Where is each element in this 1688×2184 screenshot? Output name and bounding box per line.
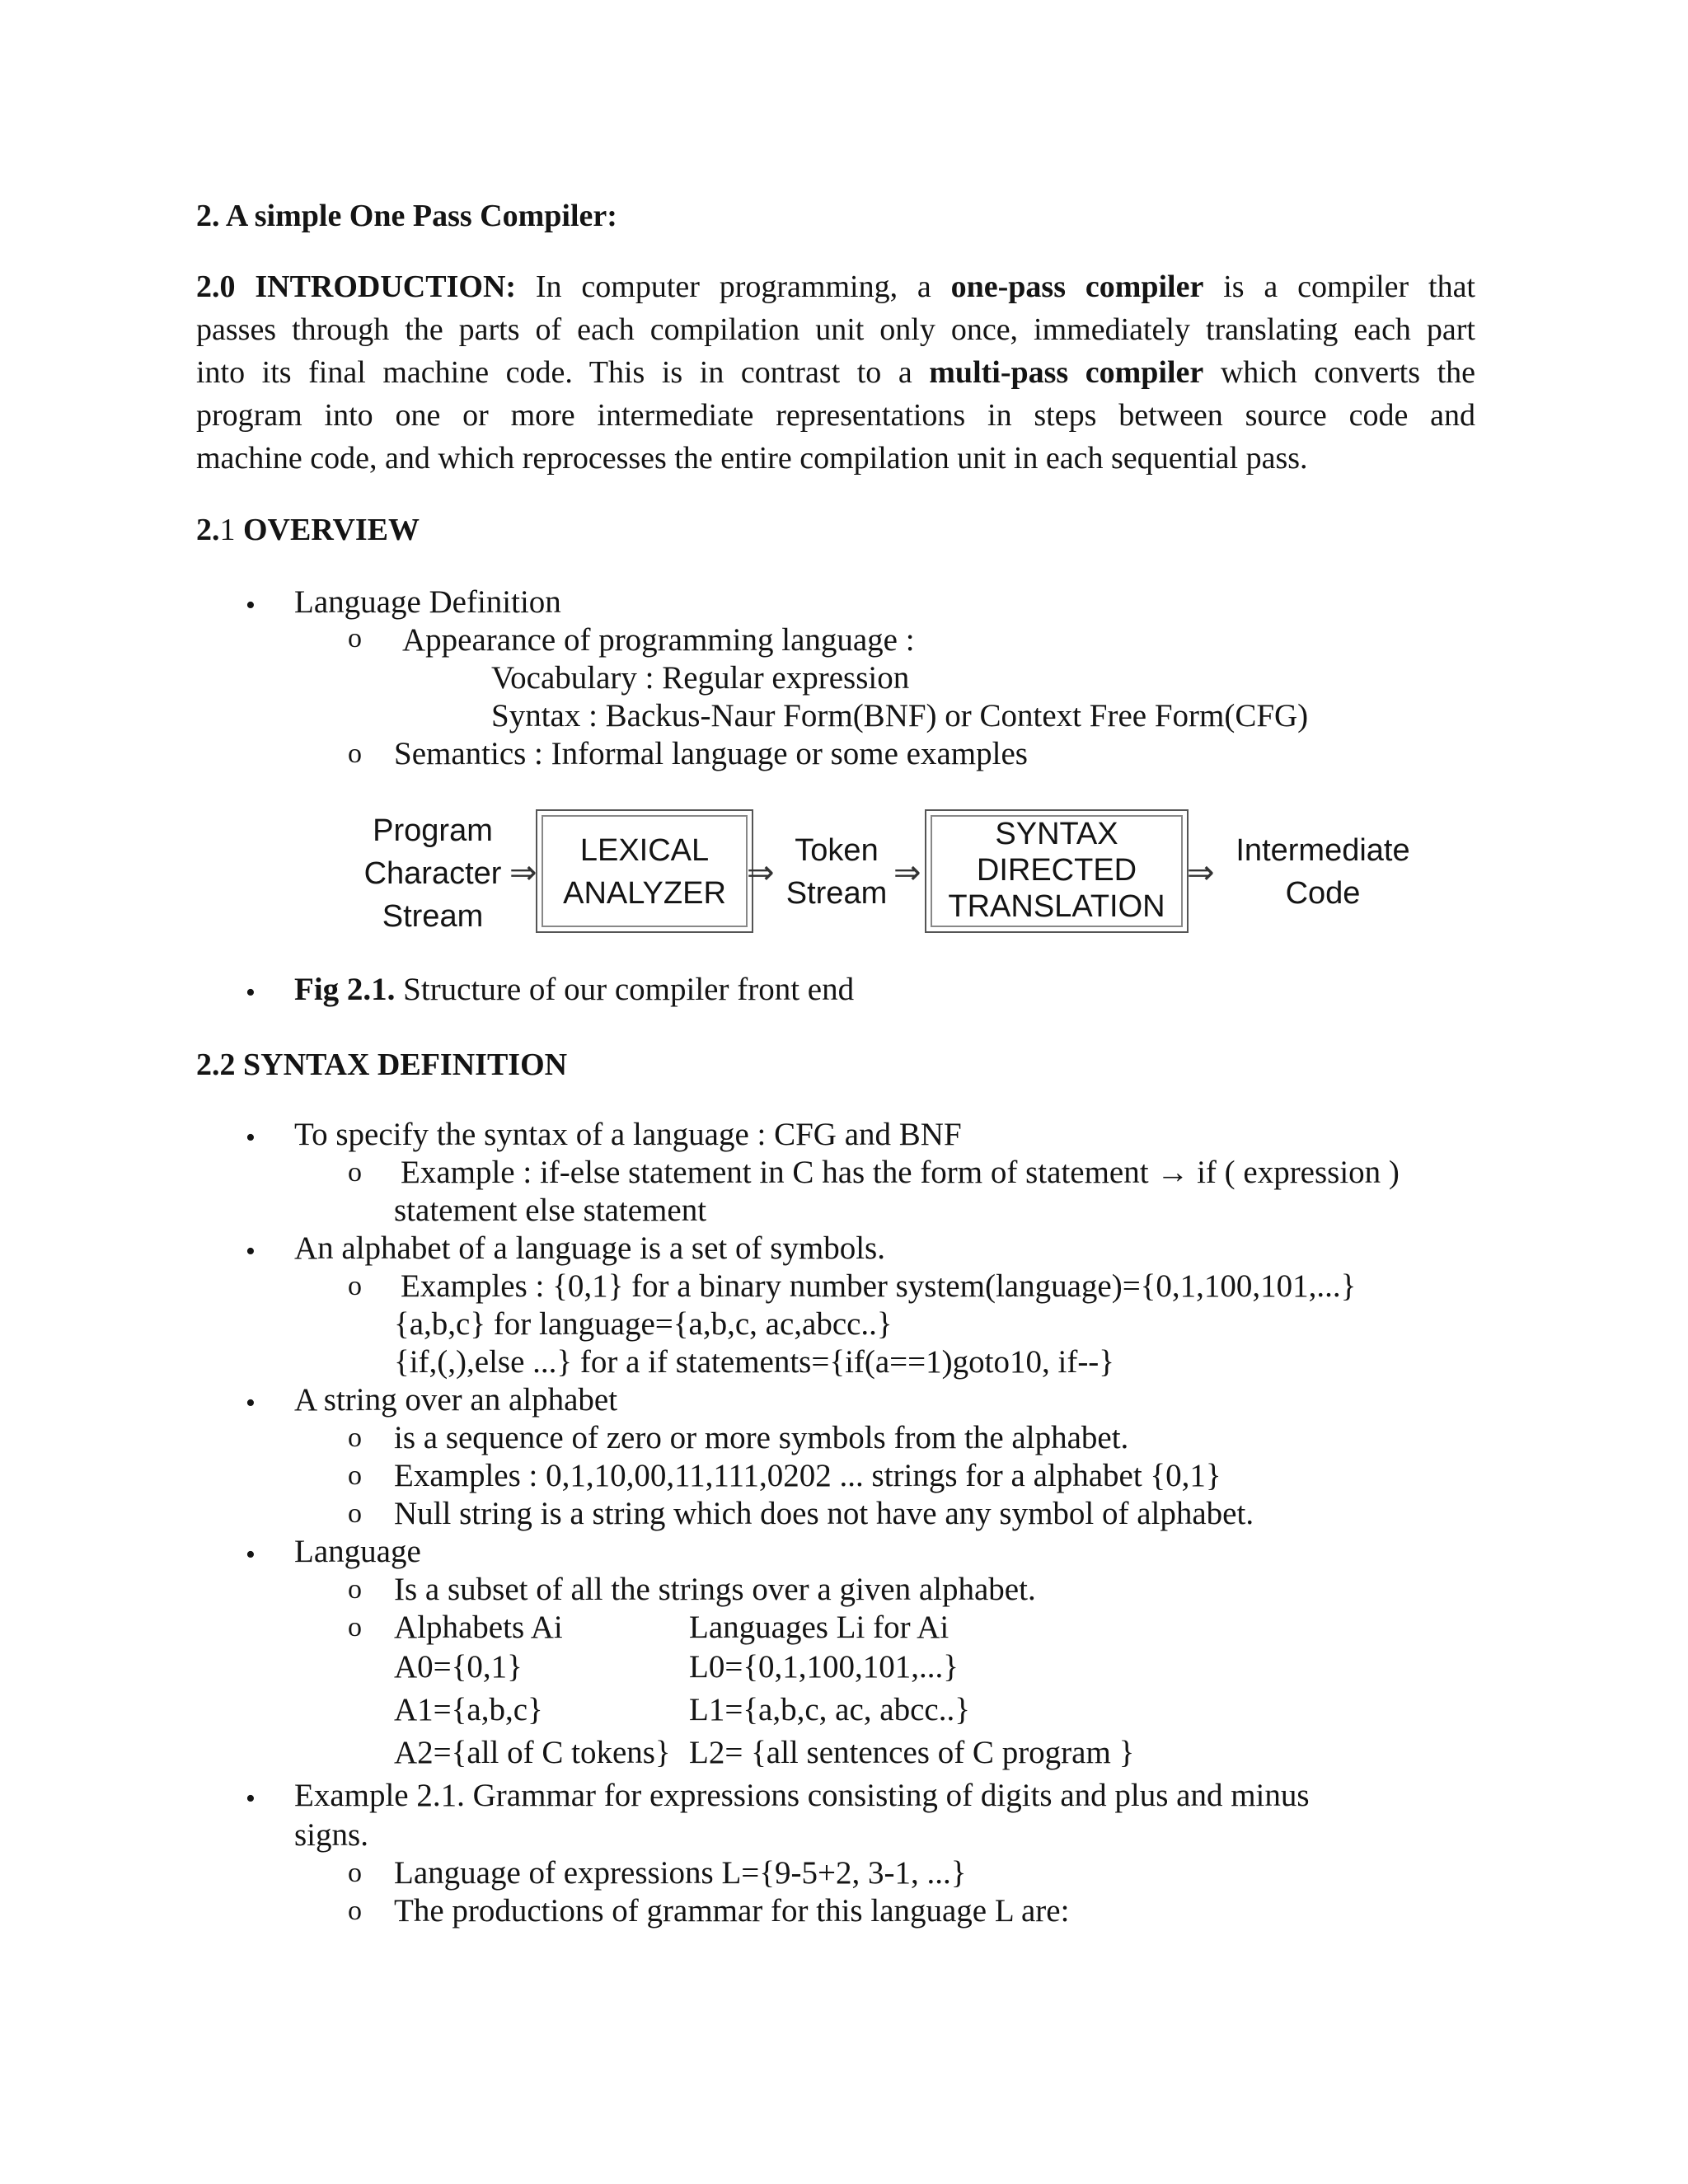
page-title: 2. A simple One Pass Compiler: <box>196 199 617 233</box>
bullet-marker: • <box>246 1236 256 1267</box>
sub-bullet-marker: o <box>348 1157 362 1188</box>
diagram-text: TRANSLATION <box>948 889 1165 924</box>
sub-bullet-marker: o <box>348 1498 362 1529</box>
list-item-ifelse-example-cont: statement else statement <box>394 1193 707 1228</box>
section-heading-overview <box>196 512 420 548</box>
list-item-example-2-1-cont: signs. <box>294 1817 368 1853</box>
intermediate-code-label <box>1228 829 1418 915</box>
syntax-directed-translation-label <box>925 816 1189 925</box>
diagram-input-label <box>354 809 511 938</box>
list-item-syntax: Syntax : Backus-Naur Form(BNF) or Context Free Form(CFG) <box>491 698 1309 733</box>
diagram-text: Stream <box>382 899 484 934</box>
table-cell: L1={a,b,c, ac, abcc..} <box>689 1692 970 1727</box>
introduction-paragraph <box>196 265 1475 480</box>
sub-bullet-marker: o <box>348 1896 362 1926</box>
diagram-text: LEXICAL <box>579 833 710 868</box>
list-item-language-subset: Is a subset of all the strings over a given alphabet. <box>394 1572 1036 1607</box>
arrow-icon: ⇒ <box>893 854 921 892</box>
diagram-text: ANALYZER <box>563 876 726 911</box>
list-item-example-2-1: Example 2.1. Grammar for expressions consisting of digits and plus and minus <box>294 1778 1310 1813</box>
intro-text: into its final machine code. This is in contrast to a <box>196 355 912 390</box>
list-item-language-definition: Language Definition <box>294 584 561 620</box>
intro-line-1 <box>196 265 1475 308</box>
sub-bullet-marker: o <box>348 1460 362 1491</box>
sub-bullet-marker: o <box>348 1858 362 1888</box>
table-cell: A0={0,1} <box>394 1649 523 1685</box>
intro-term-multi-pass: multi-pass compiler <box>929 355 1204 390</box>
table-cell: A2={all of C tokens} <box>394 1735 671 1770</box>
bullet-marker: • <box>246 590 256 621</box>
bullet-marker: • <box>246 977 256 1008</box>
list-item-string-examples: Examples : 0,1,10,00,11,111,0202 ... strings for a alphabet {0,1} <box>394 1458 1221 1493</box>
sub-bullet-marker: o <box>348 1422 362 1453</box>
intro-text: In computer programming, a <box>535 269 931 304</box>
token-stream-label <box>783 829 890 915</box>
figure-label: Fig 2.1. <box>294 972 396 1007</box>
sub-bullet-marker: o <box>348 1271 362 1301</box>
list-item-alphabet-example-3: {if,(,),else ...} for a if statements={if(a==1)goto10, if--} <box>394 1344 1115 1380</box>
list-item-ifelse-example: Example : if-else statement in C has the form of statement → if ( expression ) <box>401 1155 1400 1190</box>
heading-subnumber: 1 <box>219 513 236 547</box>
arrow-icon: ⇒ <box>747 854 775 892</box>
lexical-analyzer-label <box>536 829 753 915</box>
table-header-alphabets: Alphabets Ai <box>394 1610 563 1645</box>
bullet-marker: • <box>246 1122 256 1153</box>
diagram-text: DIRECTED <box>976 853 1137 888</box>
heading-number: 2. <box>196 513 220 547</box>
table-cell: L2= {all sentences of C program } <box>689 1735 1135 1770</box>
list-item-productions: The productions of grammar for this language L are: <box>394 1893 1070 1929</box>
arrow-icon: ⇒ <box>1187 854 1215 892</box>
intro-line-4: program into one or more intermediate representations in steps between source code and <box>196 398 1475 433</box>
list-item-expression-language: Language of expressions L={9-5+2, 3-1, ...} <box>394 1855 967 1891</box>
table-cell: L0={0,1,100,101,...} <box>689 1649 959 1685</box>
diagram-text: Intermediate <box>1236 833 1410 868</box>
list-item-string-def: is a sequence of zero or more symbols from the alphabet. <box>394 1420 1129 1455</box>
list-item-language: Language <box>294 1534 421 1569</box>
bullet-marker: • <box>246 1783 256 1814</box>
intro-line-5: machine code, and which reprocesses the entire compilation unit in each sequential pass. <box>196 441 1308 476</box>
list-item-alphabet-example-1: Examples : {0,1} for a binary number system(language)={0,1,100,101,...} <box>401 1268 1357 1304</box>
list-item-alphabet: An alphabet of a language is a set of symbols. <box>294 1230 885 1266</box>
table-header-languages: Languages Li for Ai <box>689 1610 950 1645</box>
section-heading-syntax-definition: 2.2 SYNTAX DEFINITION <box>196 1047 568 1082</box>
sub-bullet-marker: o <box>348 623 362 654</box>
table-cell: A1={a,b,c} <box>394 1692 543 1727</box>
list-item-appearance: Appearance of programming language : <box>402 622 915 658</box>
sub-bullet-marker: o <box>348 1612 362 1643</box>
intro-heading: 2.0 INTRODUCTION: <box>196 269 517 304</box>
diagram-text: SYNTAX <box>995 817 1118 851</box>
arrow-icon: ⇒ <box>509 854 537 892</box>
sub-bullet-marker: o <box>348 1574 362 1605</box>
intro-text: which converts the <box>1220 355 1475 390</box>
intro-term-one-pass: one-pass compiler <box>950 269 1204 304</box>
diagram-text: Character <box>363 856 502 891</box>
figure-caption <box>294 971 854 1008</box>
list-item-vocabulary: Vocabulary : Regular expression <box>491 660 910 696</box>
heading-text: OVERVIEW <box>235 513 420 547</box>
intro-line-2: passes through the parts of each compilation unit only once, immediately translating each part <box>196 312 1475 347</box>
list-item-semantics: Semantics : Informal language or some examples <box>394 736 1028 771</box>
diagram-text: Stream <box>785 876 888 911</box>
diagram-text: Token <box>795 833 879 868</box>
intro-line-3 <box>196 351 1475 394</box>
list-item-string: A string over an alphabet <box>294 1382 618 1418</box>
bullet-marker: • <box>246 1540 256 1570</box>
diagram-text: Code <box>1285 876 1361 911</box>
intro-text: is a compiler that <box>1223 269 1475 304</box>
diagram-text: Program <box>373 813 493 848</box>
bullet-marker: • <box>246 1388 256 1418</box>
list-item-specify-syntax: To specify the syntax of a language : CFG and BNF <box>294 1117 962 1152</box>
figure-caption-text: Structure of our compiler front end <box>395 972 855 1007</box>
list-item-alphabet-example-2: {a,b,c} for language={a,b,c, ac,abcc..} <box>394 1306 893 1342</box>
sub-bullet-marker: o <box>348 738 362 769</box>
list-item-null-string: Null string is a string which does not have any symbol of alphabet. <box>394 1496 1254 1531</box>
